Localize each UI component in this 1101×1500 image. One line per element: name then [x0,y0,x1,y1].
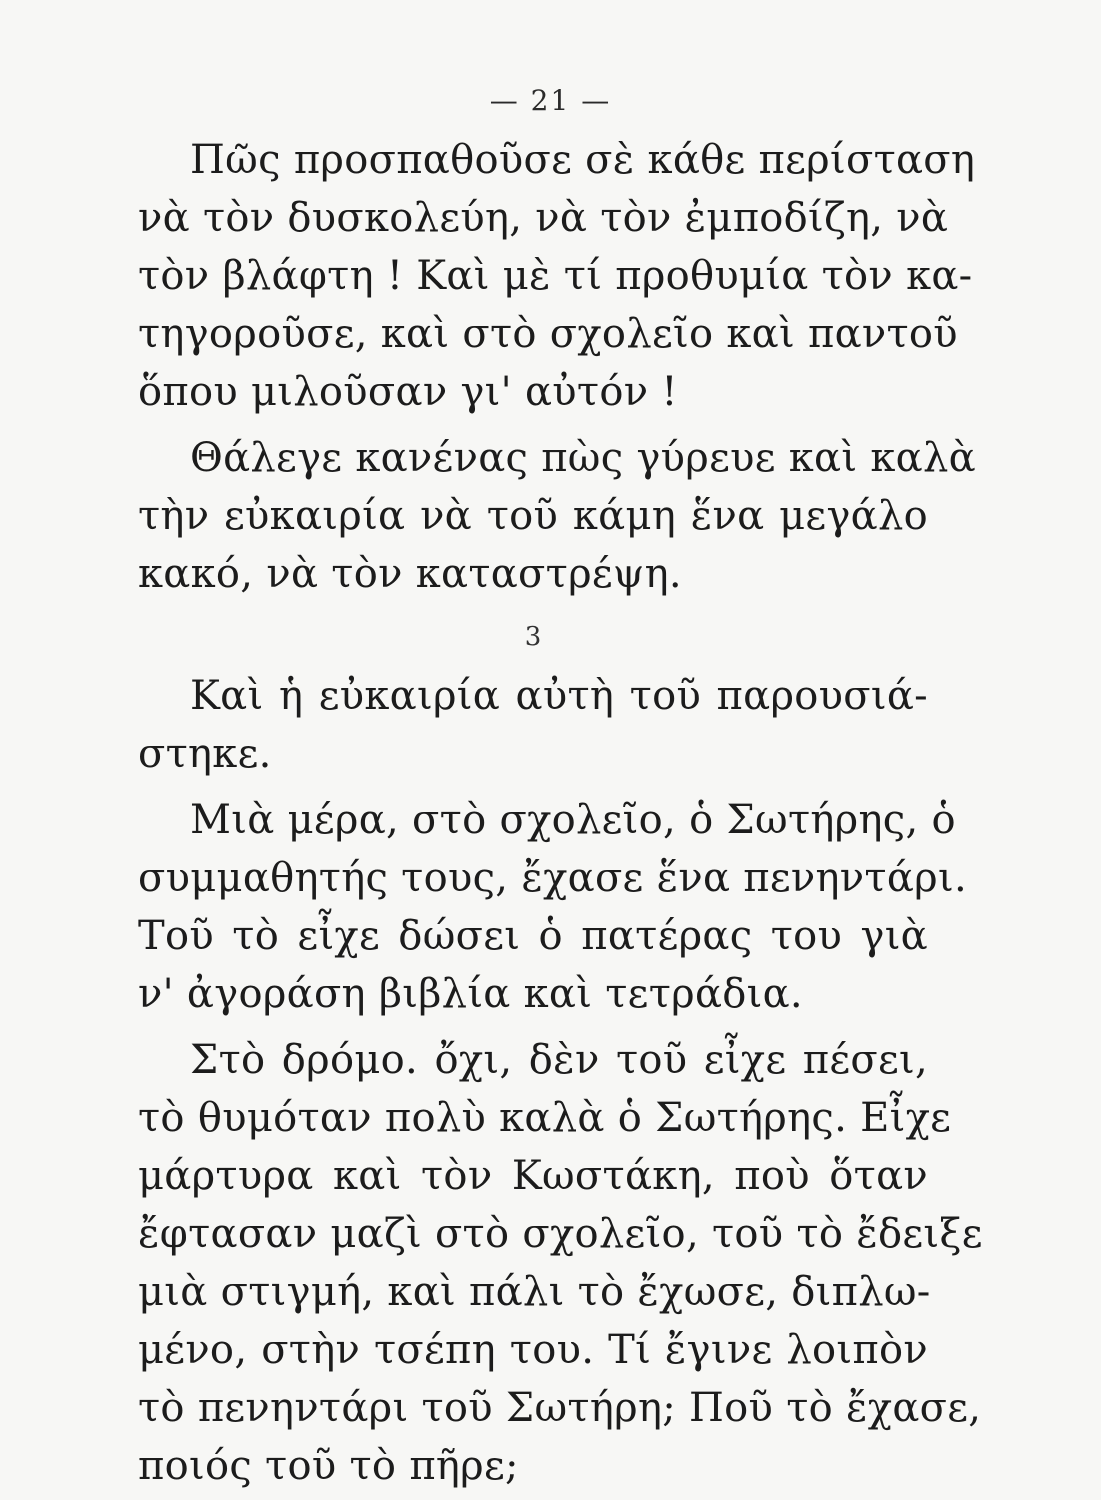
text-line: Στὸ δρόμο. ὄχι, δὲν τοῦ εἶχε πέσει, [190,1037,928,1083]
paragraph [138,429,976,603]
text-line: τὸν βλάφτη ! Καὶ μὲ τί προθυμία τὸν κα- [138,253,973,299]
text-line: Καὶ ἡ εὐκαιρία αὐτὴ τοῦ παρουσιά- [190,673,928,719]
text-line: νὰ τὸν δυσκολεύη, νὰ τὸν ἐμποδίζη, νὰ [138,195,949,241]
text-line: συμμαθητής τους, ἔχασε ἕνα πενηντάρι. [138,855,967,901]
text-line: Πῶς προσπαθοῦσε σὲ κάθε περίσταση [190,137,976,183]
body-text [138,131,983,1495]
text-line: τὴν εὐκαιρία νὰ τοῦ κάμη ἕνα μεγάλο [138,493,928,539]
text-line: Τοῦ τὸ εἶχε δώσει ὁ πατέρας του γιὰ [138,913,928,959]
paragraph [138,791,967,1023]
text-line: ἔφτασαν μαζὶ στὸ σχολεῖο, τοῦ τὸ ἔδειξε [138,1211,983,1257]
section-number: 3 [524,622,542,652]
text-line: στηκε. [138,731,272,777]
text-line: ν' ἀγοράση βιβλία καὶ τετράδια. [138,971,803,1017]
text-line: ὅπου μιλοῦσαν γι' αὐτόν ! [138,369,678,415]
text-line: Μιὰ μέρα, στὸ σχολεῖο, ὁ Σωτήρης, ὁ [190,797,956,843]
text-line: Θάλεγε κανένας πὼς γύρευε καὶ καλὰ [190,435,976,481]
text-line: κακό, νὰ τὸν καταστρέψη. [138,551,682,597]
text-line: μιὰ στιγμή, καὶ πάλι τὸ ἔχωσε, διπλω- [138,1269,931,1315]
text-line: μένο, στὴν τσέπη του. Τί ἔγινε λοιπὸν [138,1327,928,1373]
text-line: τὸ πενηντάρι τοῦ Σωτήρη; Ποῦ τὸ ἔχασε, [138,1385,982,1431]
paragraph [138,131,976,421]
paragraph [138,1031,983,1495]
page-number: — 21 — [489,84,612,117]
text-line: τὸ θυμόταν πολὺ καλὰ ὁ Σωτήρης. Εἶχε [138,1095,952,1141]
text-line: ποιός τοῦ τὸ πῆρε; [138,1443,519,1489]
paragraph [138,667,928,783]
text-line: μάρτυρα καὶ τὸν Κωστάκη, ποὺ ὅταν [138,1153,928,1199]
text-line: τηγοροῦσε, καὶ στὸ σχολεῖο καὶ παντοῦ [138,311,958,357]
